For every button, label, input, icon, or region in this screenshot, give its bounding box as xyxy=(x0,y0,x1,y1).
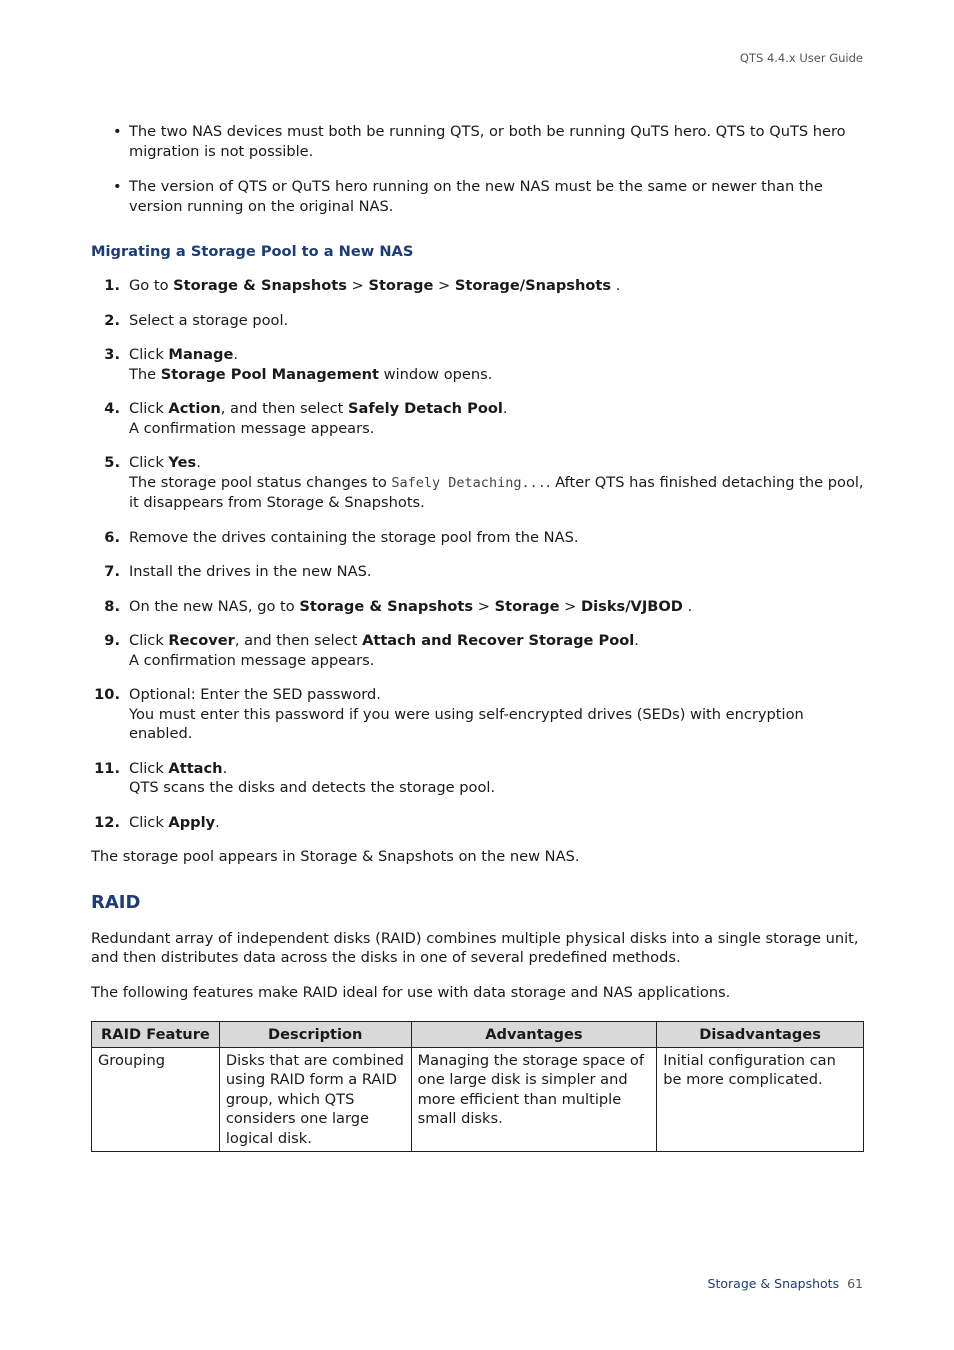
table-cell: Disks that are combined using RAID form a RAID group, which QTS considers one large logical disk. xyxy=(219,1048,411,1152)
column-header: Disadvantages xyxy=(657,1022,864,1048)
step-item: 11. Click Attach. QTS scans the disks and detects the storage pool. xyxy=(94,759,496,796)
table-cell: Initial configuration can be more complicated. xyxy=(657,1048,864,1152)
footer-section: Storage & Snapshots xyxy=(707,1276,840,1291)
step-item: 2. Select a storage pool. xyxy=(104,311,289,329)
bullet-icon: • xyxy=(113,178,122,195)
step-item: 3. Click Manage. The Storage Pool Management window opens. xyxy=(104,346,493,383)
column-header: Advantages xyxy=(411,1022,657,1048)
subsection-title: Migrating a Storage Pool to a New NAS xyxy=(91,243,414,260)
raid-features-table xyxy=(91,1021,864,1152)
steps-list xyxy=(91,276,864,832)
table-cell: Managing the storage space of one large disk is simpler and more efficient than multiple small disks. xyxy=(411,1048,657,1152)
step-item: 10. Optional: Enter the SED password. You must enter this password if you were using self-encrypted drives (SEDs) with encryption enabled. xyxy=(94,686,804,742)
column-header: RAID Feature xyxy=(92,1022,220,1048)
bullet-icon: • xyxy=(113,123,122,140)
raid-intro: The following features make RAID ideal for use with data storage and NAS applications. xyxy=(91,983,731,1001)
list-item: • The two NAS devices must both be running QTS, or both be running QuTS hero. QTS to QuTS hero migration is not possible. xyxy=(113,123,846,160)
step-item: 6. Remove the drives containing the storage pool from the NAS. xyxy=(104,528,579,546)
step-item: 1. Go to Storage & Snapshots > Storage > Storage/Snapshots . xyxy=(104,277,621,294)
table-cell: Grouping xyxy=(92,1048,220,1152)
column-header: Description xyxy=(219,1022,411,1048)
step-item: 5. Click Yes. The storage pool status changes to Safely Detaching.... After QTS has finished detaching the pool, it disappears from Storage & Snapshots. xyxy=(104,454,864,511)
raid-description: Redundant array of independent disks (RAID) combines multiple physical disks into a single storage unit, and then distributes data across the disks in one of several predefined methods. xyxy=(91,929,859,966)
status-code-text: Safely Detaching... xyxy=(391,474,546,491)
step-item: 8. On the new NAS, go to Storage & Snapshots > Storage > Disks/VJBOD . xyxy=(104,597,693,615)
table-header-row xyxy=(92,1022,864,1048)
running-header: QTS 4.4.x User Guide xyxy=(739,51,863,65)
section-title: RAID xyxy=(91,891,141,913)
page-content xyxy=(91,122,864,1152)
list-item: • The version of QTS or QuTS hero running on the new NAS must be the same or newer than the version running on the original NAS. xyxy=(113,178,823,215)
page-number: 61 xyxy=(847,1276,863,1291)
step-item: 12. Click Apply. xyxy=(94,813,220,831)
result-text: The storage pool appears in Storage & Snapshots on the new NAS. xyxy=(91,848,580,865)
page-footer xyxy=(708,1276,863,1291)
step-item: 9. Click Recover, and then select Attach and Recover Storage Pool. A confirmation message appears. xyxy=(104,632,639,669)
step-item: 7. Install the drives in the new NAS. xyxy=(104,563,372,580)
step-item: 4. Click Action, and then select Safely Detach Pool. A confirmation message appears. xyxy=(104,400,508,437)
table-row xyxy=(92,1048,864,1152)
prerequisite-list xyxy=(91,122,864,216)
